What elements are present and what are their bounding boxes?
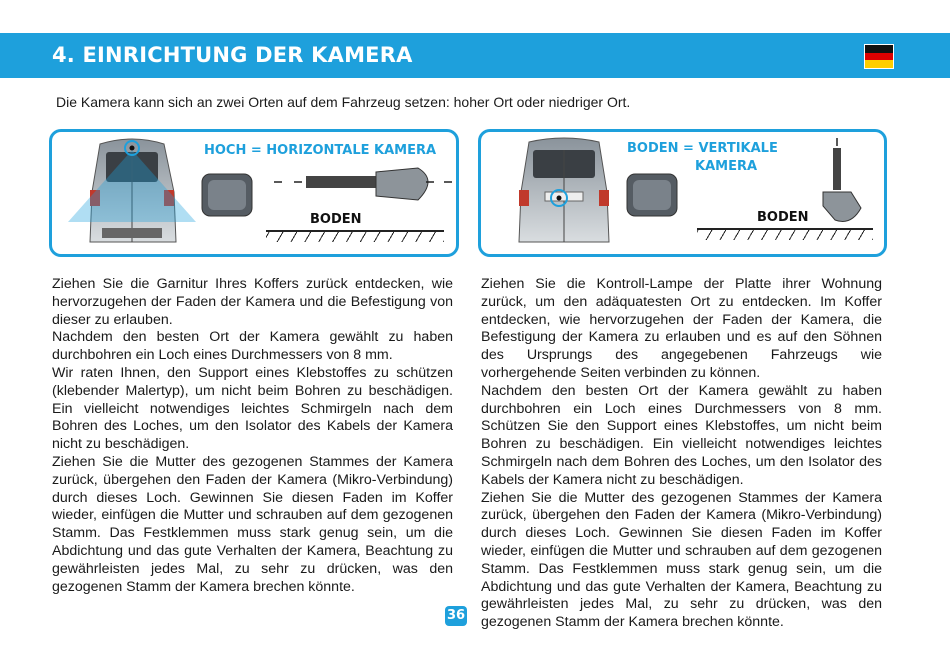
paragraph: Nachdem den besten Ort der Kamera gewählt zu haben durchbohren ein Loch eines Durchmessers von 8 mm. (52, 329, 453, 364)
flag-stripe-black (865, 45, 893, 53)
camera-housing-icon (623, 170, 683, 220)
paragraph: Ziehen Sie die Garnitur Ihres Koffers zurück entdecken, wie hervorzugehen der Faden der Kamera und die Befestigung von dieser zu erlauben. (52, 276, 453, 328)
van-rear-icon (509, 132, 619, 251)
section-title: 4. EINRICHTUNG DER KAMERA (52, 43, 413, 67)
horizontal-camera-diagram (268, 166, 458, 216)
ground-hatch-left (266, 232, 444, 242)
panel-high-mount (49, 129, 459, 257)
paragraph: Ziehen Sie die Kontroll-Lampe der Platte ihrer Wohnung zurück, um den adäquatesten Ort zu entdecken. Im Koffer entdecken, wie hervorzugehen der Faden der Kamera, die Befestigung der Kamera zu erlauben und es auf den Söhnen des Ursprungs des angegebenen Fahrzeugs wie vorhergehende Seiten verbinden zu können. (481, 276, 882, 381)
text-column-right (481, 276, 882, 632)
text-column-left (52, 276, 453, 596)
section-header (0, 33, 950, 78)
flag-stripe-gold (865, 60, 893, 68)
camera-housing-icon (198, 170, 258, 220)
panel-low-title (627, 140, 778, 176)
paragraph: Ziehen Sie die Mutter des gezogenen Stammes der Kamera zurück, übergehen den Faden der Kamera (Mikro-Verbindung) durch dieses Loch. Gewinnen Sie diesen Faden im Koffer wieder, einfügen die Mutter und schrauben auf dem gezogenen Stamm. Das Festklemmen muss stark genug sein, um die Abdichtung und das gute Verhalten der Kamera, Beachtung zu gewährleisten jedes Mal, zu sehr zu drücken, was den gezogenen Stamm der Kamera brechen könnte. (52, 453, 453, 595)
flag-stripe-red (865, 53, 893, 61)
ground-hatch-right (697, 230, 873, 240)
panel-high-title: HOCH = HORIZONTALE KAMERA (204, 143, 437, 158)
paragraph: Nachdem den besten Ort der Kamera gewählt zu haben durchbohren ein Loch eines Durchmessers von 8 mm. Schützen Sie den Support eines Klebstoffes, um nicht beim Bohren zu beschädigen. Ein vielleicht notwendiges leichtes Schmirgeln nach dem Bohren des Loches, um den Isolator des Kabels der Kamera nicht zu beschädigen. (481, 382, 882, 488)
panel-low-title-line1: BODEN = VERTIKALE (627, 141, 778, 156)
paragraph: Ziehen Sie die Mutter des gezogenen Stammes der Kamera zurück, übergehen den Faden der Kamera (Mikro-Verbindung) durch dieses Loch. Gewinnen Sie diesen Faden im Koffer wieder, einfügen die Mutter und schrauben auf dem gezogenen Stamm. Das Festklemmen muss stark genug sein, um die Abdichtung und das gute Verhalten der Kamera, Beachtung zu gewährleisten jedes Mal, zu sehr zu drücken, was den gezogenen Stamm der Kamera brechen könnte. (481, 489, 882, 631)
page-number: 36 (445, 606, 467, 626)
vertical-camera-diagram (817, 136, 867, 226)
ground-label-left: BODEN (310, 212, 362, 227)
panel-low-title-line2: KAMERA (695, 159, 758, 174)
ground-label-right: BODEN (757, 210, 809, 225)
german-flag-icon (864, 44, 894, 69)
paragraph: Wir raten Ihnen, den Support eines Klebstoffes zu schützen (klebender Malertyp), um nicht beim Bohren zu beschädigen. Ein vielleicht notwendiges leichtes Schmirgeln nach dem Bohren des Loches, um den Isolator des Kabels der Kamera nicht zu beschädigen. (52, 364, 453, 453)
panel-low-mount (478, 129, 887, 257)
van-rear-icon (62, 132, 202, 251)
intro-text: Die Kamera kann sich an zwei Orten auf dem Fahrzeug setzen: hoher Ort oder niedriger Ort. (56, 94, 631, 110)
